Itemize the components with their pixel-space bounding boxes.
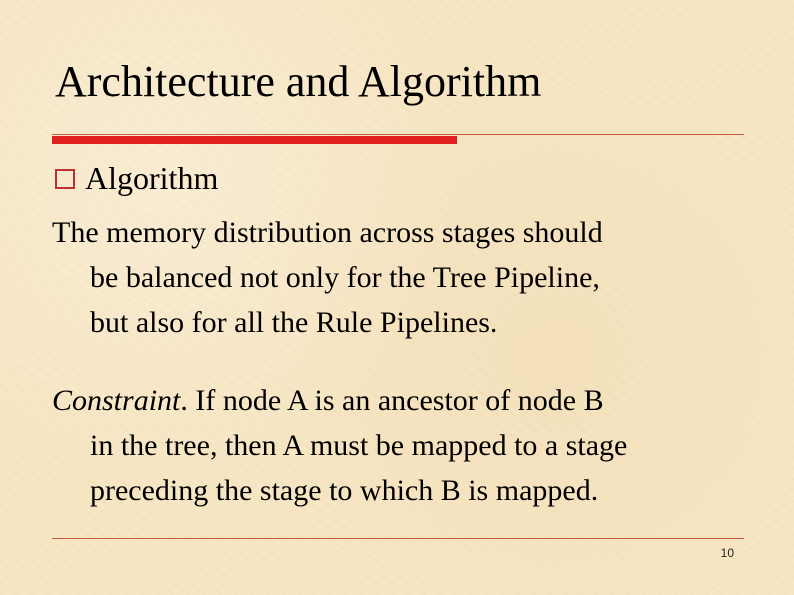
constraint-label-punct: . xyxy=(180,384,188,417)
hollow-square-bullet-icon xyxy=(55,169,75,189)
bullet-item xyxy=(55,160,218,197)
paragraph-line: The memory distribution across stages should xyxy=(52,216,603,249)
paragraph-line: preceding the stage to which B is mapped. xyxy=(90,474,599,507)
paragraph-line: in the tree, then A must be mapped to a stage xyxy=(90,429,628,462)
constraint-text: If node A is an ancestor of node B xyxy=(187,384,604,417)
title-divider-thin xyxy=(52,134,744,135)
footer-divider xyxy=(52,538,744,539)
paragraph-constraint xyxy=(52,378,752,513)
paragraph-line: but also for all the Rule Pipelines. xyxy=(90,306,498,339)
page-number: 10 xyxy=(720,546,734,560)
slide-title: Architecture and Algorithm xyxy=(55,57,542,106)
paragraph-memory-distribution xyxy=(52,210,752,345)
paragraph-line xyxy=(52,378,752,423)
constraint-label: Constraint xyxy=(52,384,181,417)
paragraph-line: be balanced not only for the Tree Pipeline, xyxy=(90,261,600,294)
bullet-item-label: Algorithm xyxy=(85,160,219,196)
title-divider-accent-bar xyxy=(52,136,457,144)
